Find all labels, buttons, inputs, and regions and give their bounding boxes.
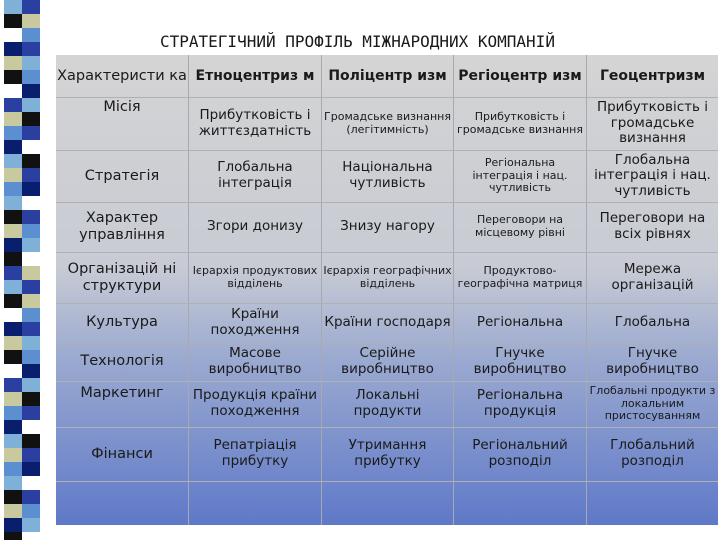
header-cell-polycentrism: Поліцентр изм bbox=[328, 67, 447, 84]
stripe-square bbox=[4, 154, 22, 168]
stripe-square bbox=[22, 350, 40, 364]
row-label-technology: Технологія bbox=[80, 353, 164, 370]
stripe-square bbox=[22, 154, 40, 168]
stripe-square bbox=[22, 462, 40, 476]
table-cell: Переговори на всіх рівнях bbox=[599, 210, 706, 242]
stripe-square bbox=[4, 28, 22, 42]
table-cell: Утримання прибутку bbox=[348, 437, 427, 469]
stripe-square bbox=[4, 406, 22, 420]
stripe-square bbox=[4, 434, 22, 448]
stripe-square bbox=[22, 294, 40, 308]
table-cell: Прибутковість і громадське визнання bbox=[457, 109, 583, 136]
stripe-square bbox=[22, 420, 40, 434]
stripe-square bbox=[22, 84, 40, 98]
stripe-square bbox=[4, 112, 22, 126]
table-cell: Переговори на місцевому рівні bbox=[475, 213, 565, 239]
stripe-square bbox=[4, 196, 22, 210]
table-cell: Регіональний розподіл bbox=[472, 437, 568, 469]
table-cell: Згори донизу bbox=[206, 218, 303, 235]
stripe-square bbox=[22, 14, 40, 28]
stripe-square bbox=[22, 490, 40, 504]
stripe-square bbox=[22, 308, 40, 322]
stripe-square bbox=[4, 98, 22, 112]
row-label-culture: Культура bbox=[86, 314, 158, 331]
table-cell: Країни господаря bbox=[324, 313, 451, 330]
stripe-square bbox=[22, 28, 40, 42]
stripe-square bbox=[4, 280, 22, 294]
stripe-square bbox=[4, 70, 22, 84]
stripe-square bbox=[4, 336, 22, 350]
stripe-square bbox=[22, 224, 40, 238]
header-cell-geocentrism: Геоцентризм bbox=[599, 67, 706, 84]
stripe-square bbox=[4, 0, 22, 14]
stripe-square bbox=[4, 490, 22, 504]
stripe-square bbox=[4, 266, 22, 280]
stripe-square bbox=[22, 448, 40, 462]
stripe-square bbox=[4, 56, 22, 70]
stripe-square bbox=[4, 224, 22, 238]
table-cell: Глобальна інтеграція і нац. чутливість bbox=[594, 151, 711, 199]
stripe-square bbox=[4, 462, 22, 476]
table-cell: Прибутковість і громадське визнання bbox=[596, 99, 709, 147]
table-cell: Країни походження bbox=[210, 305, 300, 338]
profile-table bbox=[56, 55, 718, 525]
stripe-square bbox=[4, 126, 22, 140]
stripe-square bbox=[22, 280, 40, 294]
table-cell: Ієрархія географічних відділень bbox=[323, 263, 452, 290]
stripe-square bbox=[22, 56, 40, 70]
table-cell: Громадське визнання (легітимність) bbox=[324, 109, 451, 136]
stripe-square bbox=[22, 182, 40, 196]
stripe-square bbox=[22, 476, 40, 490]
stripe-square bbox=[4, 532, 22, 540]
table-cell: Прибутковість і життєздатність bbox=[198, 106, 312, 139]
stripe-square bbox=[4, 476, 22, 490]
stripe-square bbox=[22, 266, 40, 280]
row-label-finance: Фінанси bbox=[91, 445, 153, 462]
stripe-square bbox=[4, 308, 22, 322]
stripe-square bbox=[4, 294, 22, 308]
row-label-management: Характер управління bbox=[79, 210, 165, 243]
table-cell: Глобальні продукти з локальним пристосуванням bbox=[589, 384, 716, 423]
stripe-square bbox=[22, 532, 40, 540]
stripe-square bbox=[4, 140, 22, 154]
stripe-square bbox=[4, 518, 22, 532]
row-label-marketing: Маркетинг bbox=[80, 385, 164, 401]
table-cell: Ієрархія продуктових відділень bbox=[192, 263, 318, 290]
table-cell: Регіональна продукція bbox=[476, 387, 564, 419]
table-cell: Продукція країни походження bbox=[192, 387, 318, 419]
table-cell: Масове виробництво bbox=[208, 344, 302, 377]
header-cell-ethnocentrism: Етноцентриз м bbox=[195, 67, 315, 84]
stripe-square bbox=[4, 84, 22, 98]
stripe-square bbox=[22, 168, 40, 182]
stripe-square bbox=[22, 42, 40, 56]
stripe-square bbox=[22, 70, 40, 84]
stripe-square bbox=[22, 434, 40, 448]
header-cell-characteristic: Характеристи ка bbox=[57, 67, 187, 84]
row-label-mission: Місія bbox=[103, 99, 141, 115]
stripe-square bbox=[22, 98, 40, 112]
stripe-square bbox=[22, 518, 40, 532]
stripe-square bbox=[22, 336, 40, 350]
stripe-square bbox=[4, 448, 22, 462]
stripe-square bbox=[4, 504, 22, 518]
table-cell: Глобальна bbox=[614, 313, 691, 330]
stripe-square bbox=[4, 420, 22, 434]
slide-title: СТРАТЕГІЧНИЙ ПРОФІЛЬ МІЖНАРОДНИХ КОМПАНІЙ bbox=[160, 32, 555, 51]
stripe-square bbox=[4, 14, 22, 28]
table-cell: Регіональна bbox=[476, 313, 564, 330]
row-label-strategy: Стратегія bbox=[84, 167, 160, 184]
table-cell: Глобальний розподіл bbox=[610, 437, 695, 469]
table-cell: Гнучке виробництво bbox=[473, 344, 567, 377]
stripe-square bbox=[22, 378, 40, 392]
stripe-square bbox=[22, 112, 40, 126]
stripe-square bbox=[22, 210, 40, 224]
stripe-square bbox=[4, 350, 22, 364]
stripe-square bbox=[22, 0, 40, 14]
stripe-square bbox=[22, 238, 40, 252]
table-cell: Репатріація прибутку bbox=[213, 437, 297, 469]
header-cell-regiocentrism: Регіоцентр изм bbox=[458, 67, 582, 84]
stripe-square bbox=[22, 252, 40, 266]
stripe-square bbox=[4, 322, 22, 336]
table-cell: Серійне виробництво bbox=[341, 344, 434, 377]
stripe-square bbox=[4, 252, 22, 266]
stripe-square bbox=[4, 378, 22, 392]
stripe-square bbox=[22, 504, 40, 518]
table-cell: Глобальна інтеграція bbox=[217, 159, 293, 191]
stripe-square bbox=[4, 182, 22, 196]
stripe-square bbox=[22, 140, 40, 154]
stripe-square bbox=[4, 42, 22, 56]
table-cell: Локальні продукти bbox=[353, 387, 422, 419]
table-cell: Національна чутливість bbox=[342, 159, 433, 191]
decorative-stripe bbox=[0, 0, 44, 540]
table-cell: Гнучке виробництво bbox=[606, 344, 699, 377]
stripe-square bbox=[4, 210, 22, 224]
stripe-square bbox=[4, 168, 22, 182]
stripe-square bbox=[22, 322, 40, 336]
table-cell: Продуктово-географічна матриця bbox=[457, 263, 583, 290]
stripe-square bbox=[4, 392, 22, 406]
stripe-square bbox=[22, 196, 40, 210]
stripe-square bbox=[22, 126, 40, 140]
stripe-square bbox=[4, 364, 22, 378]
row-label-structure: Організацій ні структури bbox=[67, 260, 177, 294]
stripe-square bbox=[4, 238, 22, 252]
table-cell: Знизу нагору bbox=[340, 218, 435, 235]
stripe-square bbox=[22, 406, 40, 420]
row-divider bbox=[56, 481, 718, 482]
stripe-square bbox=[22, 392, 40, 406]
stripe-square bbox=[22, 364, 40, 378]
table-cell: Регіональна інтеграція і нац. чутливість bbox=[472, 156, 568, 195]
table-cell: Мережа організацій bbox=[611, 260, 694, 293]
